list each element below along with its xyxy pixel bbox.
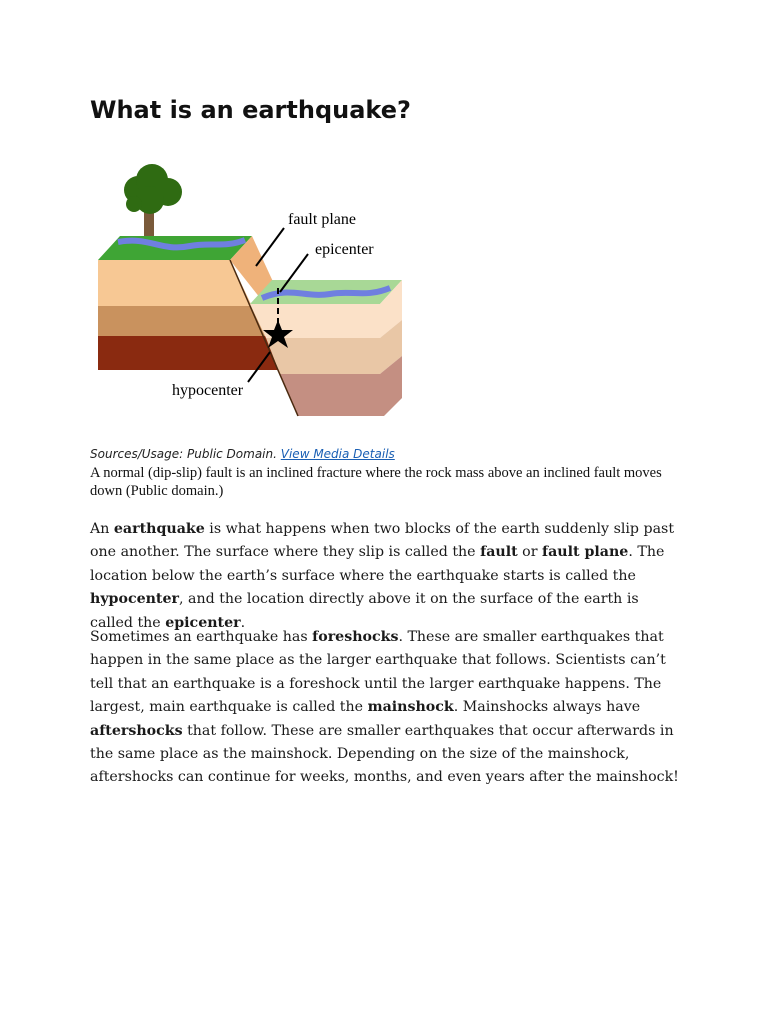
text-run: , and the location directly above it on the surface of the earth is called the [90, 591, 639, 631]
figure-caption: A normal (dip-slip) fault is an inclined fracture where the rock mass above an inclined fault moves down (Public domain.) [90, 465, 662, 499]
fault-diagram [90, 160, 420, 440]
left-layer-mid [98, 306, 270, 336]
view-media-details-link[interactable]: View Media Details [280, 447, 395, 461]
text-run: . [240, 614, 246, 631]
term-earthquake: earthquake [113, 521, 205, 537]
text-run: is what happens when two blocks of the earth suddenly slip past one another. The surface where they slip is called the [90, 521, 675, 561]
fault-diagram-illustration [90, 160, 420, 440]
text-run: or [517, 544, 542, 561]
paragraph-earthquake-definition [90, 518, 680, 635]
fault-plane-pointer [256, 228, 284, 266]
term-fault-plane: fault plane [542, 544, 629, 561]
text-run: that follow. These are smaller earthquakes that occur afterwards in the same place as the mainshock. Depending on the size of the mainshock, aftershocks can continue for weeks, months, and even years after the mainshock! [90, 722, 679, 786]
credit-prefix: Sources/Usage: Public Domain. [90, 447, 277, 461]
label-hypocenter: hypocenter [172, 382, 244, 399]
text-run: Sometimes an earthquake has [90, 629, 313, 645]
paragraph-foreshocks [90, 626, 680, 790]
term-hypocenter: hypocenter [90, 591, 179, 608]
label-fault-plane: fault plane [288, 211, 356, 228]
term-epicenter: epicenter [165, 614, 241, 631]
image-credit [90, 447, 395, 461]
label-epicenter: epicenter [315, 241, 374, 258]
text-run: . These are smaller earthquakes that happen in the same place as the larger earthquake that follows. Scientists can’t tell that an earthquake is a foreshock until the larger earthquake happens. The largest, main earthquake is called the [90, 629, 666, 716]
text-run: An [90, 521, 114, 537]
left-layer-top [98, 260, 252, 306]
page-title: What is an earthquake? [90, 96, 411, 124]
text-run: . Mainshocks always have [453, 699, 641, 716]
term-aftershocks: aftershocks [90, 722, 183, 739]
text-run: . The location below the earth’s surface where the earthquake starts is called the [90, 544, 665, 584]
term-mainshock: mainshock [367, 699, 454, 716]
term-foreshocks: foreshocks [312, 629, 399, 645]
tree-icon [124, 164, 182, 240]
term-fault: fault [480, 544, 518, 561]
